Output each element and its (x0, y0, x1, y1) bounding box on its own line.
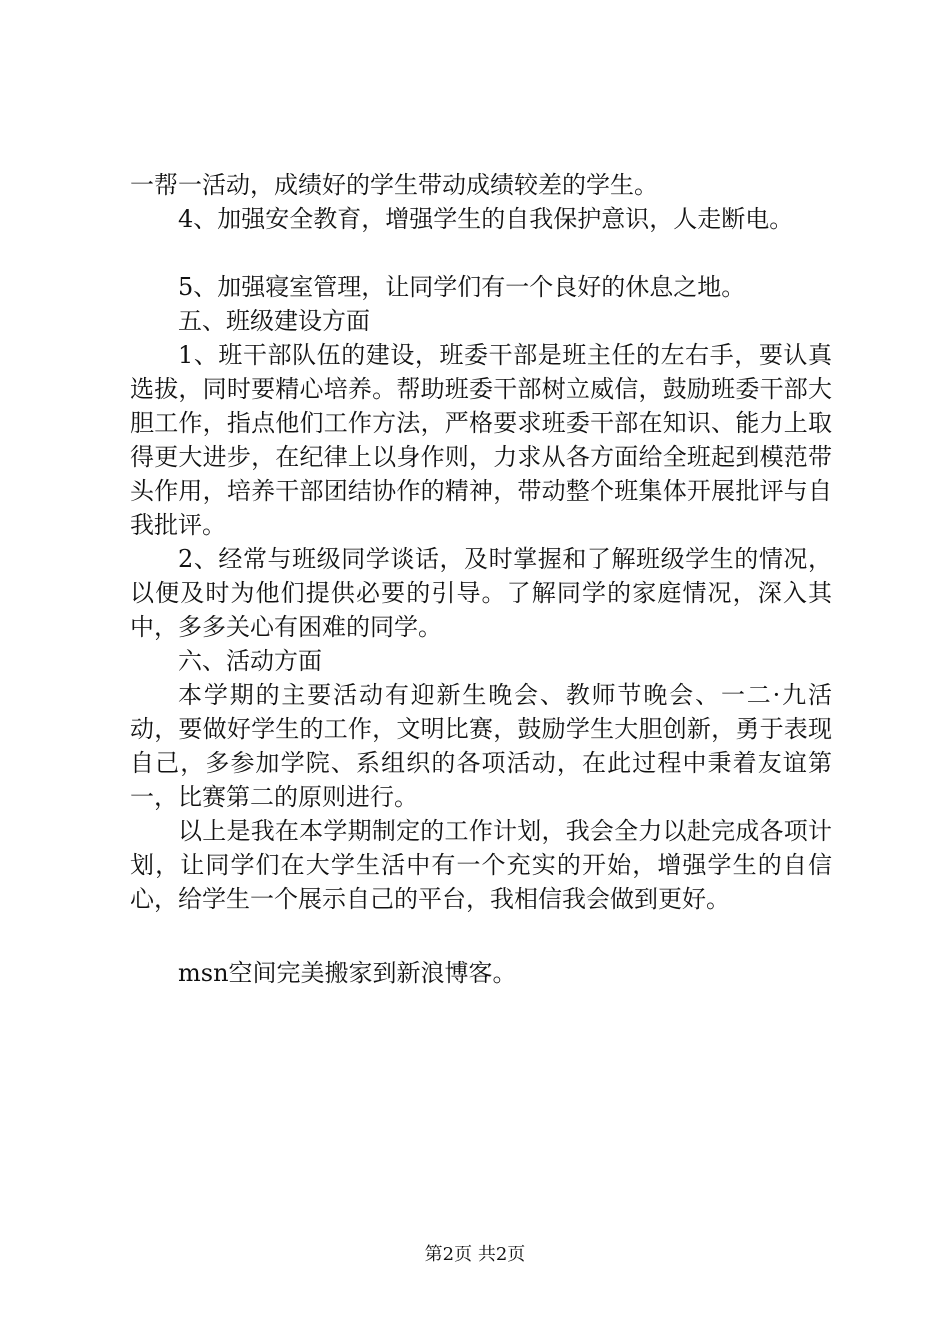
paragraph-item-5: 5、加强寝室管理，让同学们有一个良好的休息之地。 (178, 273, 746, 301)
paragraph-class-item-1: 1、班干部队伍的建设，班委干部是班主任的左右手，要认真选拔，同时要精心培养。帮助班委干部树立威信，鼓励班委干部大胆工作，指点他们工作方法，严格要求班委干部在知识、能力上取得更大进步，在纪律上以身作则，力求从各方面给全班起到模范带头作用，培养干部团结协作的精神，带动整个班集体开展批评与自我批评。 (130, 341, 832, 539)
document-body (130, 168, 832, 990)
section-heading-six: 六、活动方面 (178, 647, 322, 675)
page-footer (0, 1244, 950, 1266)
paragraph-conclusion: 以上是我在本学期制定的工作计划，我会全力以赴完成各项计划，让同学们在大学生活中有一个充实的开始，增强学生的自信心，给学生一个展示自己的平台，我相信我会做到更好。 (130, 817, 832, 913)
section-heading-five: 五、班级建设方面 (178, 307, 370, 335)
paragraph-class-item-2: 2、经常与班级同学谈话，及时掌握和了解班级学生的情况，以便及时为他们提供必要的引导。了解同学的家庭情况，深入其中，多多关心有困难的同学。 (130, 545, 832, 641)
page-number-label: 第2页 共2页 (424, 1244, 526, 1265)
paragraph-item-4: 4、加强安全教育，增强学生的自我保护意识，人走断电。 (178, 205, 794, 233)
paragraph-continuation: 一帮一活动，成绩好的学生带动成绩较差的学生。 (130, 171, 658, 199)
paragraph-footer-note: msn空间完美搬家到新浪博客。 (178, 959, 517, 987)
paragraph-activities: 本学期的主要活动有迎新生晚会、教师节晚会、一二·九活动，要做好学生的工作，文明比赛，鼓励学生大胆创新，勇于表现自己，多参加学院、系组织的各项活动，在此过程中秉着友谊第一，比赛第二的原则进行。 (130, 681, 832, 811)
